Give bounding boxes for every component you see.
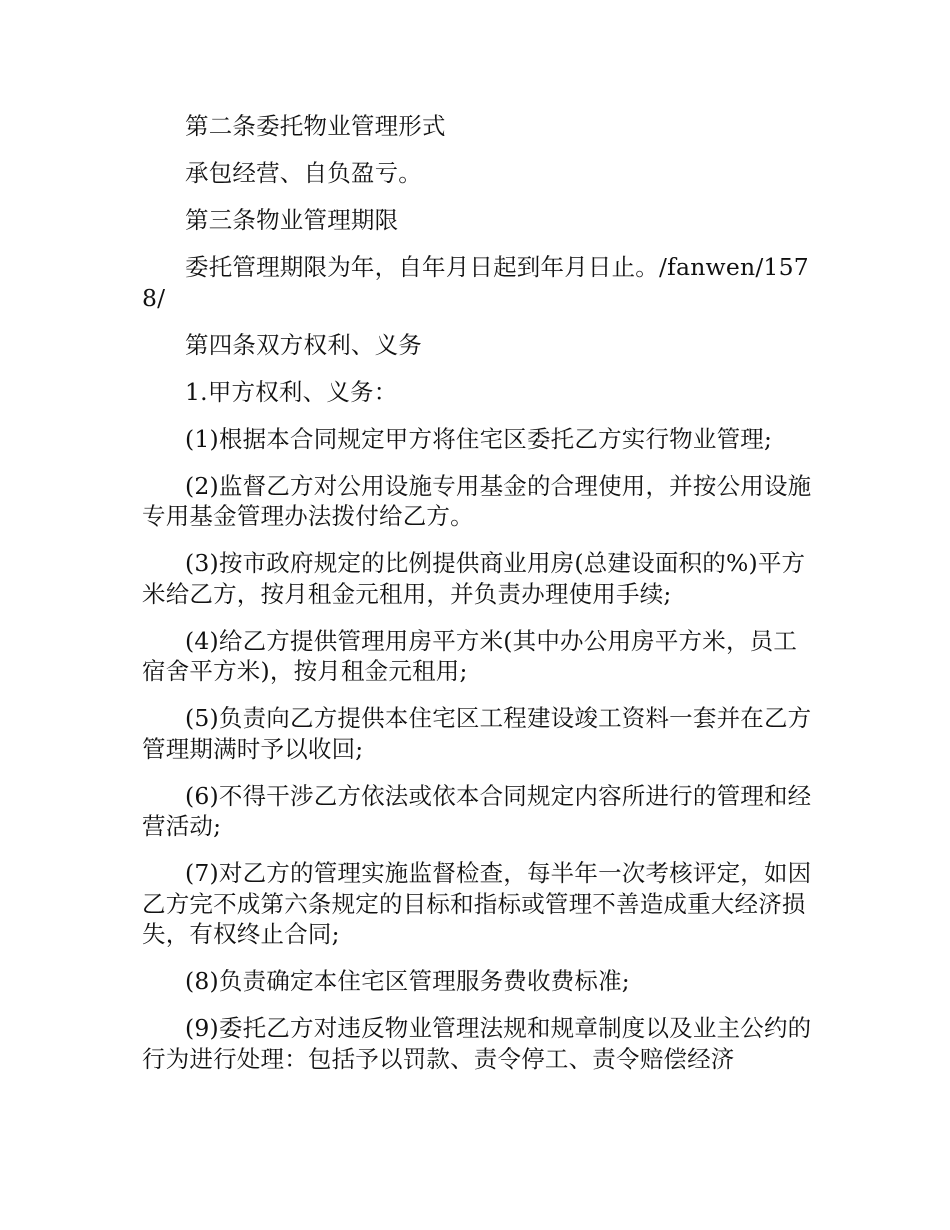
party-a-heading: 1.甲方权利、义务： [185,377,398,406]
party-a-item-8: (8)负责确定本住宅区管理服务费收费标准; [185,967,630,995]
party-a-item-1: (1)根据本合同规定甲方将住宅区委托乙方实行物业管理; [185,424,773,453]
party-a-item-2: (2)监督乙方对公用设施专用基金的合理使用，并按公用设施专用基金管理办法拨付给乙方。 [142,471,812,530]
party-a-item-7: (7)对乙方的管理实施监督检查，每半年一次考核评定，如因乙方完不成第六条规定的目标和指标或管理不善造成重大经济损失，有权终止合同; [142,859,812,948]
party-a-item-6: (6)不得干涉乙方依法或依本合同规定内容所进行的管理和经营活动; [142,781,812,840]
party-a-item-4: (4)给乙方提供管理用房平方米(其中办公用房平方米，员工宿舍平方米)，按月租金元租用; [142,626,798,685]
party-a-item-5: (5)负责向乙方提供本住宅区工程建设竣工资料一套并在乙方管理期满时予以收回; [142,704,812,763]
article-3-heading: 第三条物业管理期限 [185,206,399,234]
party-a-item-9: (9)委托乙方对违反物业管理法规和规章制度以及业主公约的行为进行处理：包括予以罚款、责令停工、责令赔偿经济 [142,1014,812,1073]
article-2-text: 承包经营、自负盈亏。 [185,159,422,187]
article-4-heading: 第四条双方权利、义务 [185,330,422,359]
article-3-text: 委托管理期限为年，自年月日起到年月日止。/fanwen/1578/ [142,253,809,312]
article-2-heading: 第二条委托物业管理形式 [185,112,446,140]
document-body [142,111,812,1091]
party-a-item-3: (3)按市政府规定的比例提供商业用房(总建设面积的%)平方米给乙方，按月租金元租用，并负责办理使用手续; [142,549,806,608]
